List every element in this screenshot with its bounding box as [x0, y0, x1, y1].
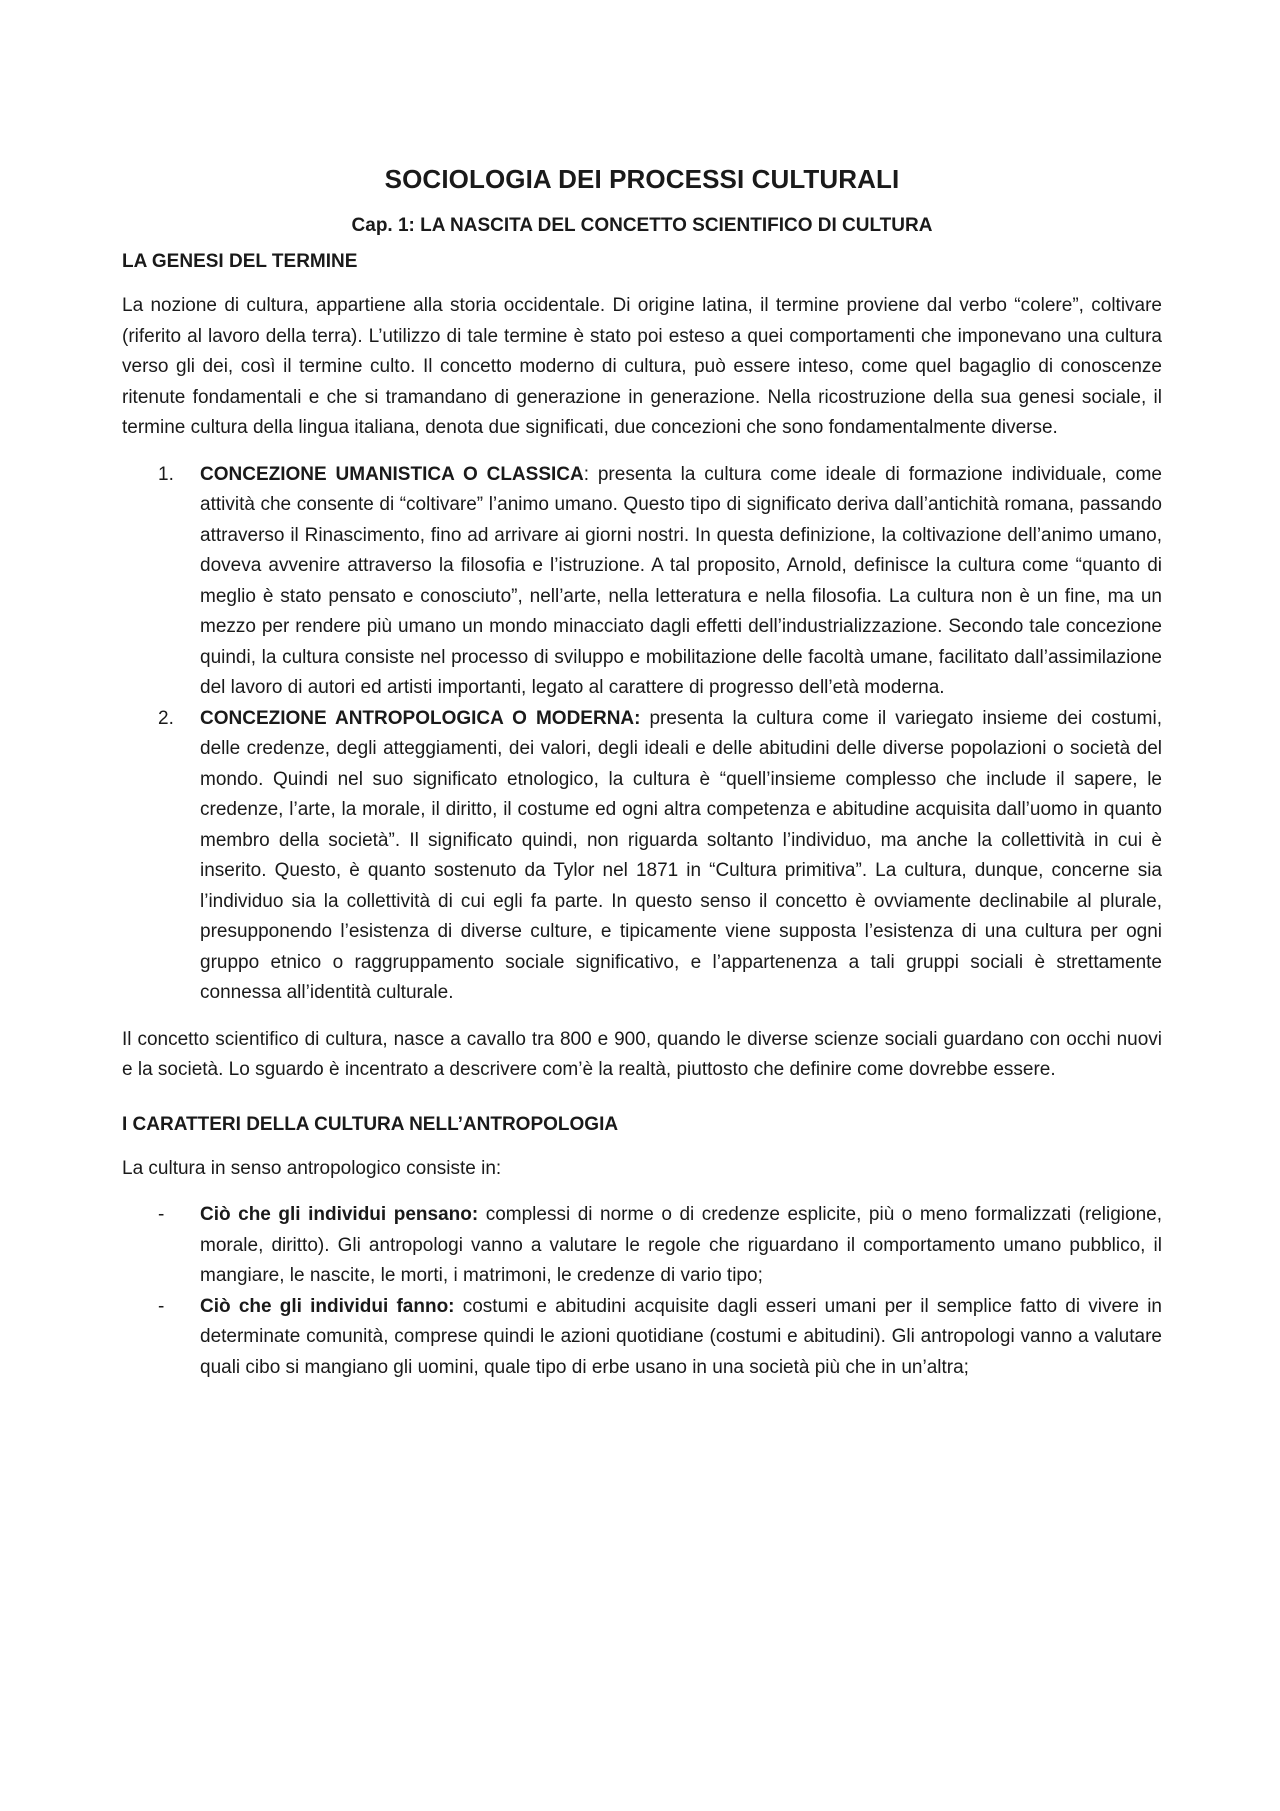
concezione-label: CONCEZIONE ANTROPOLOGICA O MODERNA: [200, 707, 641, 729]
concezioni-list [122, 460, 1162, 1009]
concezione-label: CONCEZIONE UMANISTICA O CLASSICA [200, 463, 584, 485]
concezione-text: : presenta la cultura come ideale di formazione individuale, come attività che consente di “coltivare” l’animo umano. Questo tipo di significato deriva dall’antichità romana, passando attraverso il Rinascimento, fino ad arrivare ai giorni nostri. In questa definizione, la coltivazione dell’animo umano, doveva avvenire attraverso la filosofia e l’istruzione. A tal proposito, Arnold, definisce la cultura come “quanto di meglio è stato pensato e conosciuto”, nell’arte, nella letteratura e nella filosofia. La cultura non è un fine, ma un mezzo per rendere più umano un mondo minacciato dagli effetti dell’industrializzazione. Secondo tale concezione quindi, la cultura consiste nel processo di sviluppo e mobilitazione delle facoltà umane, facilitato dall’assimilazione del lavoro di autori ed artisti importanti, legato al carattere di progresso dell’età moderna. [200, 463, 1162, 698]
section-heading-caratteri: I CARATTERI DELLA CULTURA NELL’ANTROPOLOGIA [122, 1113, 619, 1135]
chapter-title: Cap. 1: LA NASCITA DEL CONCETTO SCIENTIFICO DI CULTURA [351, 215, 933, 236]
list-dash: - [158, 1295, 165, 1317]
document-page [122, 150, 1162, 1383]
caratteri-text: costumi e abitudini acquisite dagli esseri umani per il semplice fatto di vivere in determinate comunità, comprese quindi le azioni quotidiane (costumi e abitudini). Gli antropologi vanno a valutare quali cibo si mangiano gli uomini, quale tipo di erbe usano in una società più che in un’altra; [200, 1295, 1162, 1378]
intro-paragraph: La nozione di cultura, appartiene alla storia occidentale. Di origine latina, il termine proviene dal verbo “colere”, coltivare (riferito al lavoro della terra). L’utilizzo di tale termine è stato poi esteso a quei comportamenti che imponevano una cultura verso gli dei, così il termine culto. Il concetto moderno di cultura, può essere inteso, come quel bagaglio di conoscenze ritenute fondamentali e che si tramandano di generazione in generazione. Nella ricostruzione della sua genesi sociale, il termine cultura della lingua italiana, denota due significati, due concezioni che sono fondamentalmente diverse. [122, 295, 1162, 438]
list-number: 2. [158, 707, 174, 729]
caratteri-list [122, 1200, 1162, 1383]
list-item-concezione-antropologica [122, 704, 1162, 1009]
caratteri-intro: La cultura in senso antropologico consiste in: [122, 1157, 502, 1179]
caratteri-label: Ciò che gli individui fanno: [200, 1295, 455, 1317]
document-title: SOCIOLOGIA DEI PROCESSI CULTURALI [384, 164, 900, 194]
list-number: 1. [158, 463, 174, 485]
list-item-concezione-umanistica [122, 460, 1162, 704]
caratteri-label: Ciò che gli individui pensano: [200, 1204, 479, 1225]
section-heading-genesi: LA GENESI DEL TERMINE [122, 251, 358, 272]
list-item-fanno [122, 1292, 1162, 1384]
list-item-pensano [122, 1200, 1162, 1292]
caratteri-text: complessi di norme o di credenze esplicite, più o meno formalizzati (religione, morale, diritto). Gli antropologi vanno a valutare le regole che riguardano il comportamento umano pubblico, il mangiare, le nascite, le morti, i matrimoni, le credenze di vario tipo; [200, 1204, 1162, 1286]
closing-paragraph: Il concetto scientifico di cultura, nasce a cavallo tra 800 e 900, quando le diverse scienze sociali guardano con occhi nuovi e la società. Lo sguardo è incentrato a descrivere com’è la realtà, piuttosto che definire come dovrebbe essere. [122, 1028, 1162, 1080]
list-dash: - [158, 1204, 165, 1225]
concezione-text: presenta la cultura come il variegato insieme dei costumi, delle credenze, degli atteggiamenti, dei valori, degli ideali e delle abitudini delle diverse popolazioni o società del mondo. Quindi nel suo significato etnologico, la cultura è “quell’insieme complesso che include il sapere, le credenze, l’arte, la morale, il diritto, il costume ed ogni altra competenza e abitudine acquisita dall’uomo in quanto membro della società”. Il significato quindi, non riguarda soltanto l’individuo, ma anche la collettività in cui è inserito. Questo, è quanto sostenuto da Tylor nel 1871 in “Cultura primitiva”. La cultura, dunque, concerne sia l’individuo sia la collettività di cui egli fa parte. In questo senso il concetto è ovviamente declinabile al plurale, presupponendo l’esistenza di diverse culture, e tipicamente viene supposta l’esistenza di una cultura per ogni gruppo etnico o raggruppamento sociale significativo, e l’appartenenza a tali gruppi sociali è strettamente connessa all’identità culturale. [200, 707, 1162, 1003]
